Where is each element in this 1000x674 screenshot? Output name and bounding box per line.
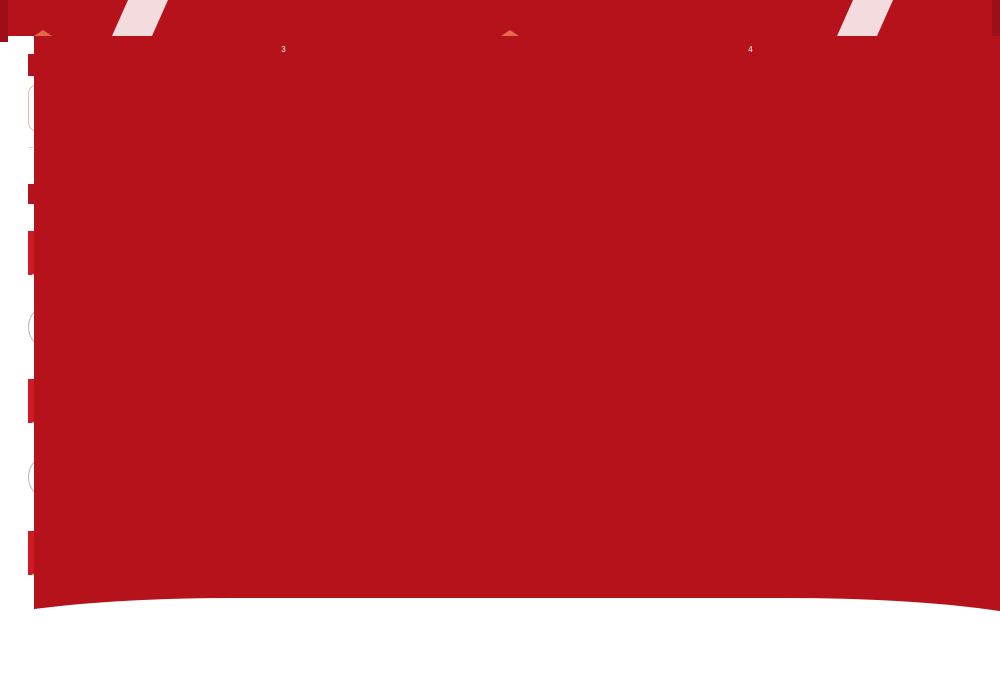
- top-band-left: [0, 0, 520, 36]
- bottom-curve-shape: [0, 598, 1000, 668]
- bottom-white-curve: [0, 648, 1000, 674]
- top-band-right: [520, 0, 1000, 36]
- page-number-left: 3: [34, 36, 533, 616]
- page-number-right: 4: [501, 36, 1000, 616]
